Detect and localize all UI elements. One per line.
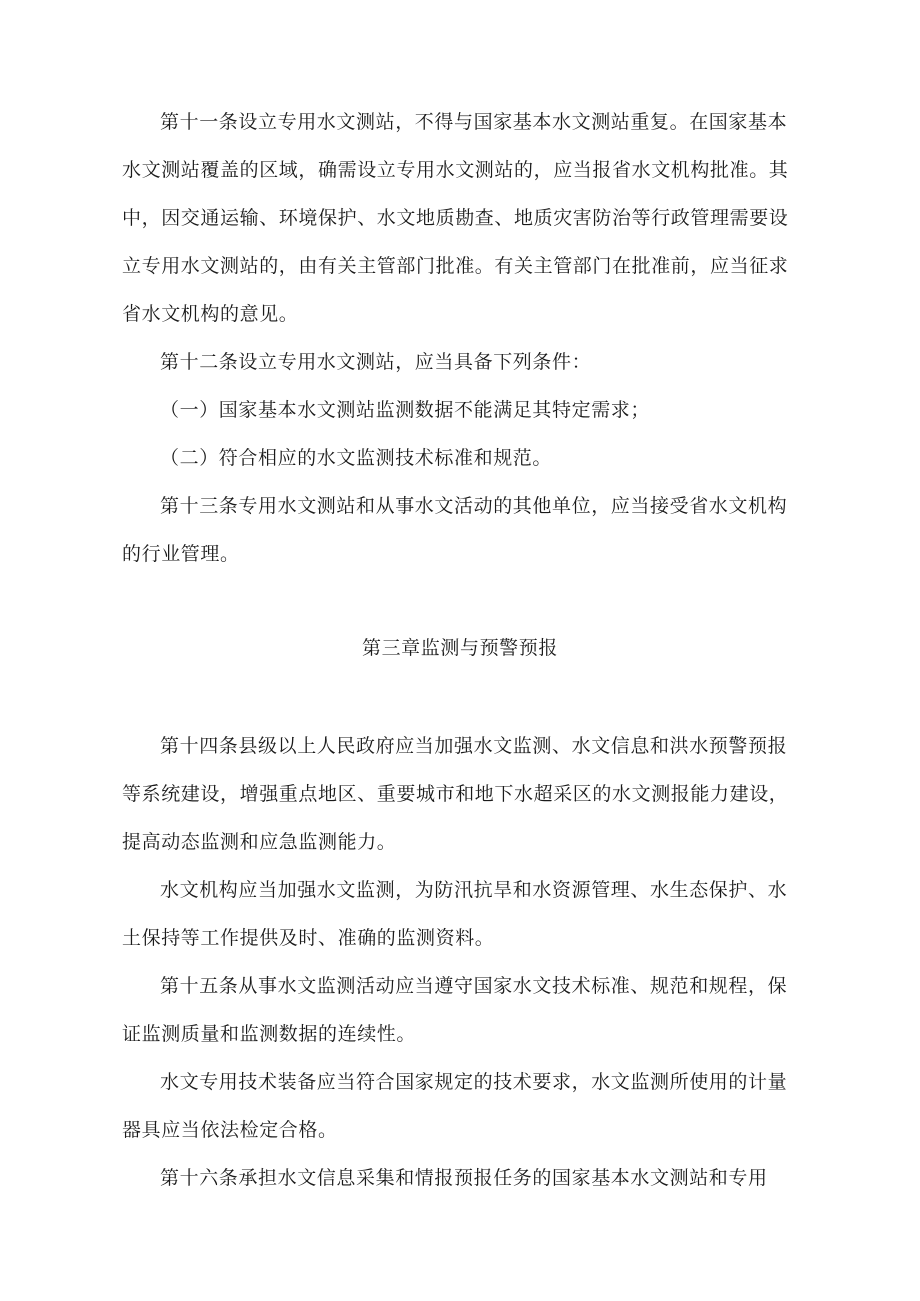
article-15-line-1: 第十五条从事水文监测活动应当遵守国家水文技术标准、规范和规程，保 (160, 975, 788, 997)
article-13-line-1: 第十三条专用水文测站和从事水文活动的其他单位，应当接受省水文机构 (160, 495, 788, 517)
chapter-heading: 第三章监测与预警预报 (361, 637, 558, 659)
article-11-line-3: 中，因交通运输、环境保护、水文地质勘查、地质灾害防治等行政管理需要设 (122, 207, 789, 229)
article-11-line-4: 立专用水文测站的，由有关主管部门批准。有关主管部门在批准前，应当征求 (122, 255, 789, 277)
paragraph-hydrology-line-2: 土保持等工作提供及时、准确的监测资料。 (122, 927, 495, 949)
article-11-line-5: 省水文机构的意见。 (122, 303, 299, 325)
article-11-line-1: 第十一条设立专用水文测站，不得与国家基本水文测站重复。在国家基本 (160, 111, 788, 133)
article-12-line-1: 第十二条设立专用水文测站，应当具备下列条件： (160, 351, 592, 373)
article-15-line-2: 证监测质量和监测数据的连续性。 (122, 1023, 417, 1045)
article-12-item-1: （一）国家基本水文测站监测数据不能满足其特定需求； (160, 399, 651, 421)
article-14-line-1: 第十四条县级以上人民政府应当加强水文监测、水文信息和洪水预警预报 (160, 735, 788, 757)
article-13-line-2: 的行业管理。 (122, 543, 240, 565)
article-12-item-2: （二）符合相应的水文监测技术标准和规范。 (160, 447, 553, 469)
article-14-line-2: 等系统建设，增强重点地区、重要城市和地下水超采区的水文测报能力建设， (122, 783, 789, 805)
article-11-line-2: 水文测站覆盖的区域，确需设立专用水文测站的，应当报省水文机构批准。其 (122, 159, 789, 181)
paragraph-hydrology-line-1: 水文机构应当加强水文监测，为防汛抗旱和水资源管理、水生态保护、水 (160, 879, 788, 901)
article-16-line-1: 第十六条承担水文信息采集和情报预报任务的国家基本水文测站和专用 (160, 1167, 768, 1189)
paragraph-equipment-line-1: 水文专用技术装备应当符合国家规定的技术要求，水文监测所使用的计量 (160, 1071, 788, 1093)
paragraph-equipment-line-2: 器具应当依法检定合格。 (122, 1119, 338, 1141)
article-14-line-3: 提高动态监测和应急监测能力。 (122, 831, 397, 853)
